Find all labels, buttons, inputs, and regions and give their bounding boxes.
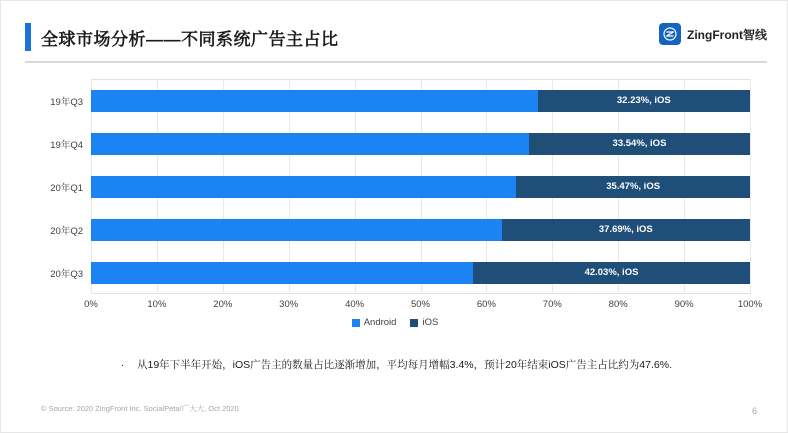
bar-track	[91, 90, 750, 112]
chart-bar-row	[91, 122, 750, 165]
bar-value-label: 33.54%, iOS	[612, 137, 667, 149]
header-divider	[25, 61, 767, 63]
bar-value-label: 32.23%, iOS	[616, 94, 671, 106]
page-title: 全球市场分析——不同系统广告主占比	[41, 30, 339, 49]
bar-value-label: 35.47%, iOS	[606, 180, 661, 192]
brand-logo	[659, 23, 767, 45]
bar-track	[91, 176, 750, 198]
x-tick-label: 60%	[476, 299, 496, 310]
chart-bar-row	[91, 165, 750, 208]
bar-segment-android	[91, 90, 538, 112]
chart-legend	[25, 317, 765, 328]
chart-bar-row	[91, 79, 750, 122]
category-label: 19年Q3	[50, 96, 83, 108]
legend-swatch-icon	[352, 319, 360, 327]
x-tick-label: 90%	[674, 299, 694, 310]
chart-bar-row	[91, 251, 750, 294]
x-tick-label: 0%	[84, 299, 98, 310]
legend-label: iOS	[422, 317, 439, 328]
legend-swatch-icon	[410, 319, 418, 327]
brand-name: ZingFront智线	[687, 27, 767, 42]
category-label: 20年Q2	[50, 225, 83, 237]
chart-bar-row	[91, 208, 750, 251]
bar-track	[91, 262, 750, 284]
x-tick-label: 20%	[213, 299, 233, 310]
legend-item[interactable]	[410, 317, 438, 328]
note-text: 从19年下半年开始，iOS广告主的数量占比逐渐增加，平均每月增幅3.4%，预计20年结束iOS广告主占比约为47.6%.	[137, 359, 672, 371]
bar-segment-android	[91, 262, 473, 284]
page-number: 6	[751, 406, 757, 416]
bar-value-label: 42.03%, iOS	[584, 266, 639, 278]
bar-track	[91, 133, 750, 155]
chart-bars	[91, 79, 750, 294]
slide-header	[1, 19, 788, 63]
category-label: 20年Q1	[50, 182, 83, 194]
category-label: 19年Q4	[50, 139, 83, 151]
x-tick-label: 70%	[542, 299, 562, 310]
category-label: 20年Q3	[50, 268, 83, 280]
stacked-bar-chart	[25, 73, 765, 328]
x-tick-label: 50%	[410, 299, 431, 310]
x-tick-label: 100%	[737, 299, 763, 310]
x-tick-label: 40%	[345, 299, 365, 310]
title-accent-bar	[25, 23, 31, 51]
x-tick-label: 10%	[147, 299, 167, 310]
zingfront-logo-icon	[659, 23, 681, 45]
note-bullet: .	[121, 357, 124, 369]
footer-source: © Source: 2020 ZingFront Inc. SocialPeta/广大大, Oct 2020	[41, 404, 239, 413]
legend-label: Android	[363, 317, 397, 328]
bar-track	[91, 219, 750, 241]
legend-item[interactable]	[352, 317, 397, 328]
bar-segment-android	[91, 219, 502, 241]
x-tick-label: 30%	[279, 299, 299, 310]
gridline	[750, 79, 751, 294]
bar-segment-android	[91, 133, 529, 155]
bar-value-label: 37.69%, iOS	[598, 223, 653, 235]
bar-segment-android	[91, 176, 516, 198]
x-tick-label: 80%	[608, 299, 628, 310]
